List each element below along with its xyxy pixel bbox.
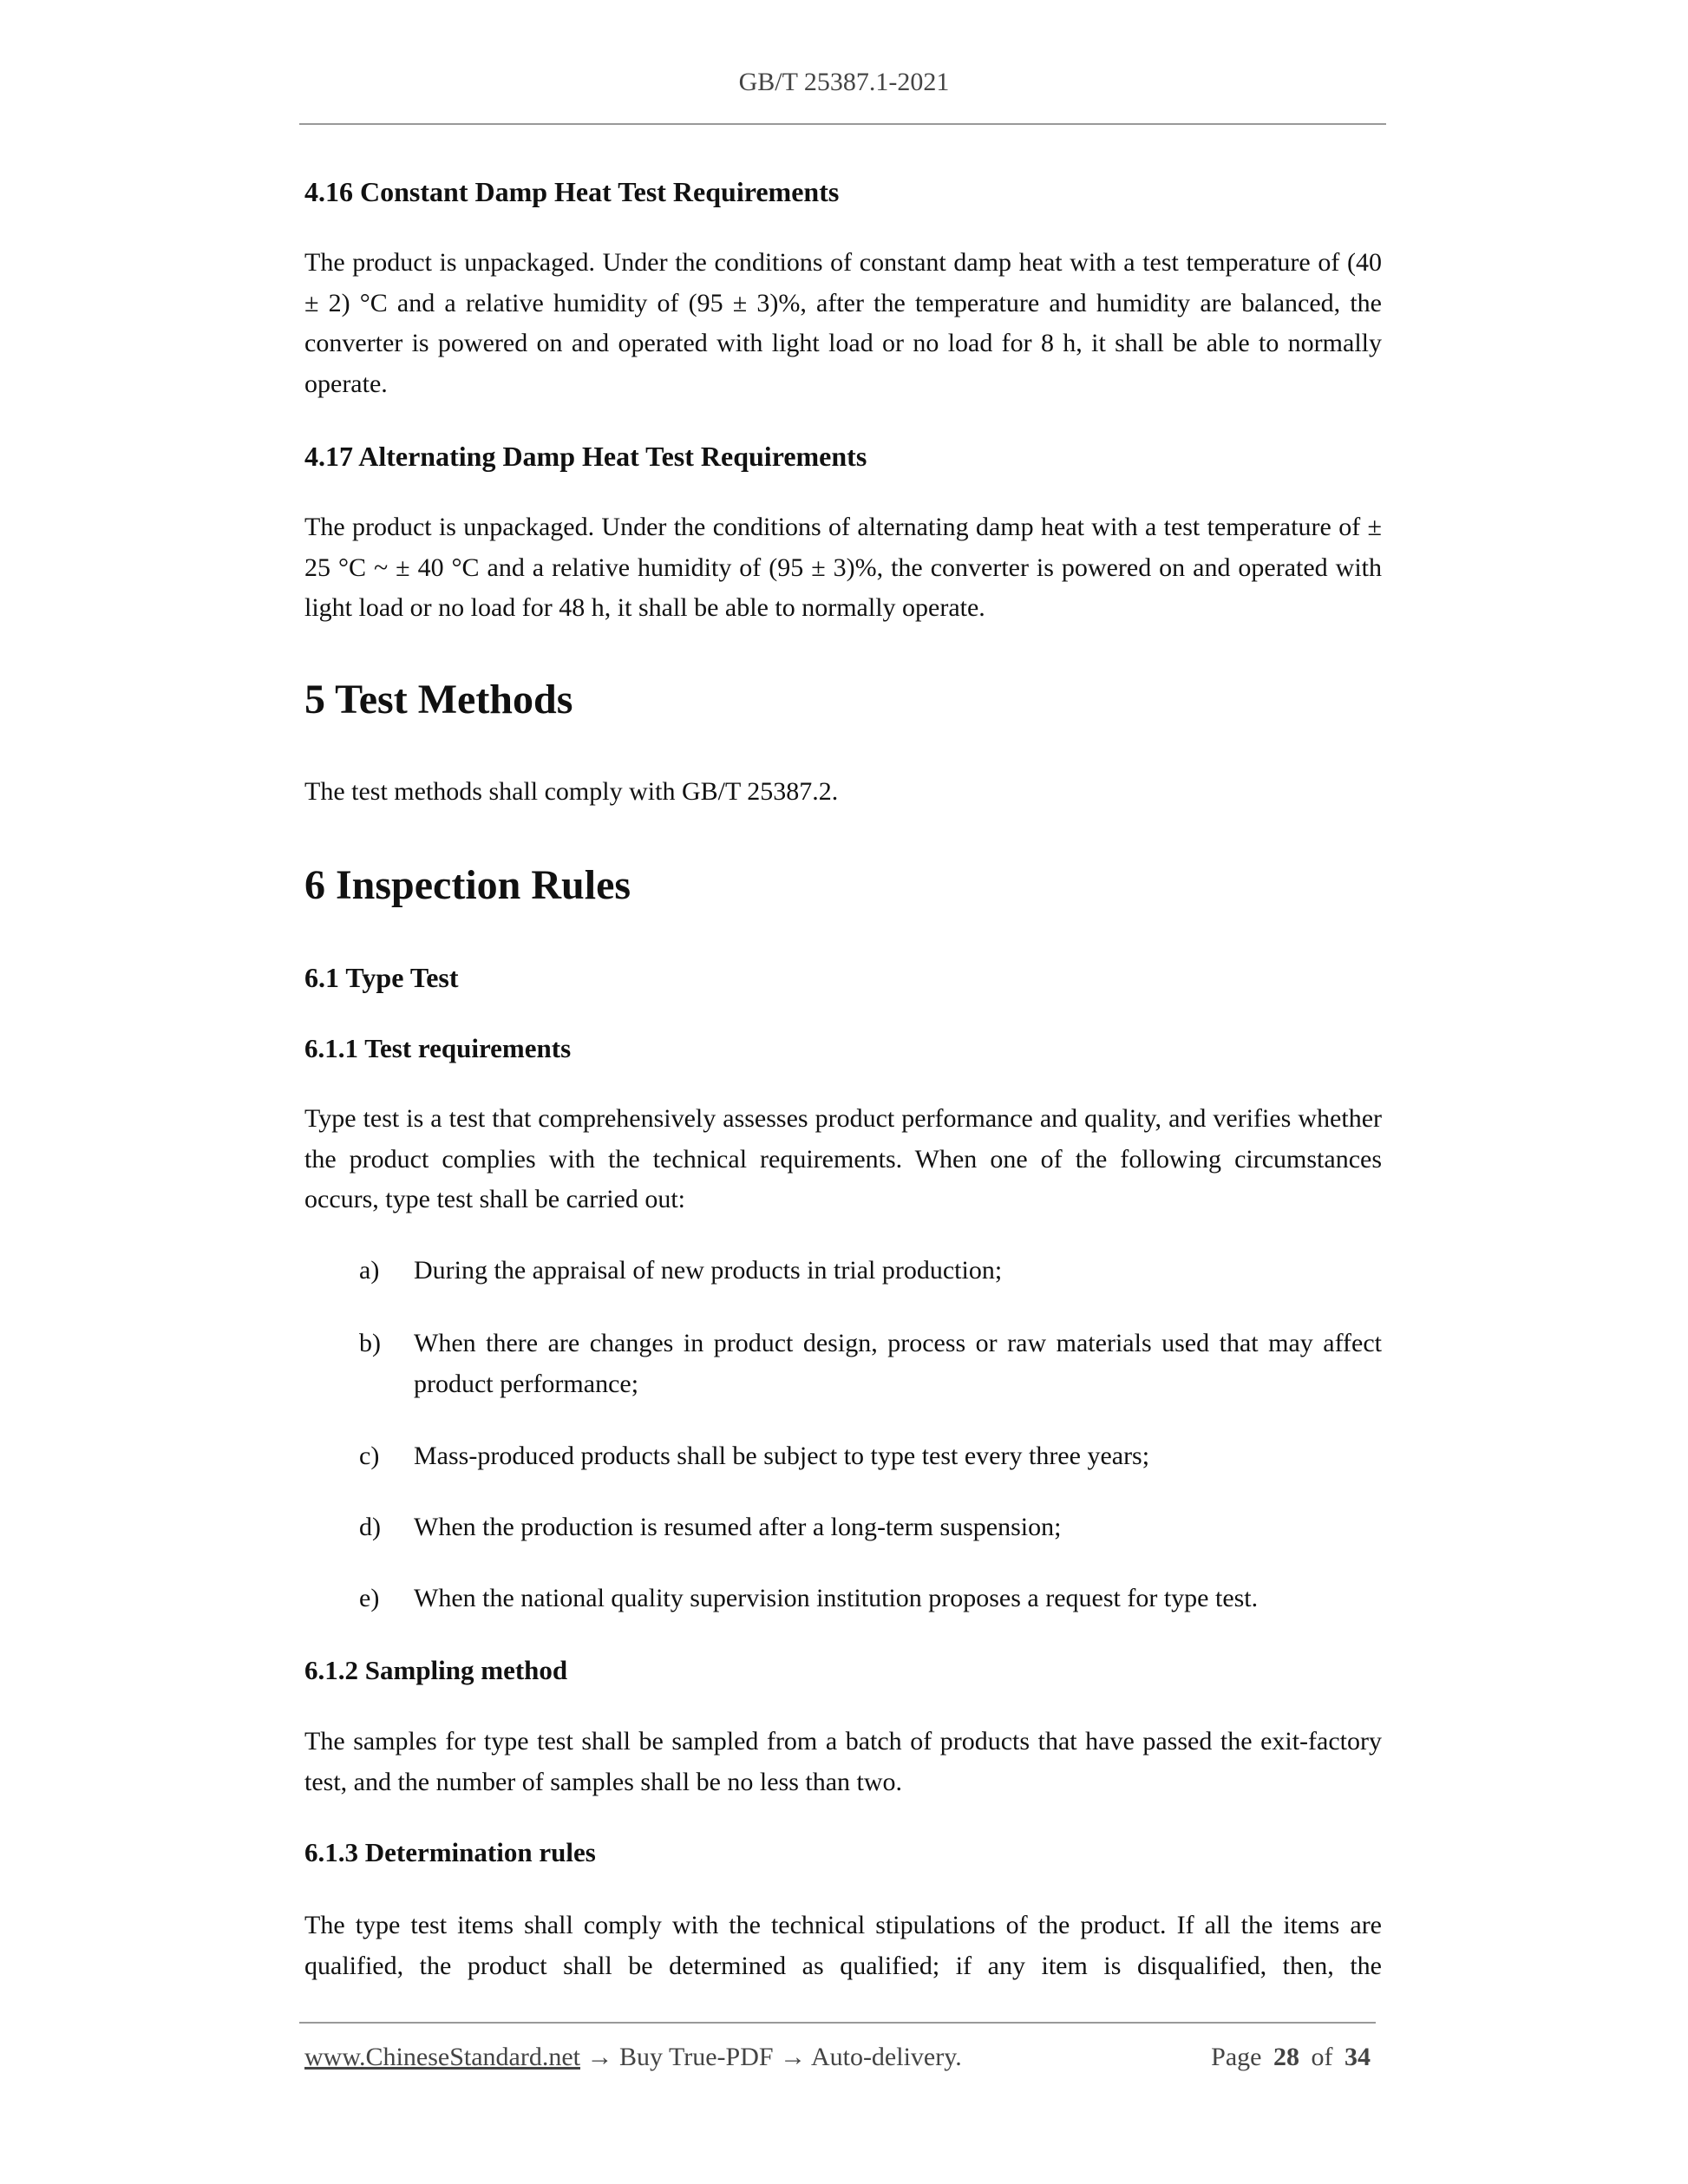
running-header: GB/T 25387.1-2021 [738, 68, 950, 96]
heading-6-1-3: 6.1.3 Determination rules [304, 1837, 596, 1867]
page-number [1211, 2043, 1371, 2072]
list-text: When the national quality supervision institution proposes a request for type test. [414, 1584, 1259, 1612]
footer-promo [304, 2043, 962, 2072]
buy-pdf-text: Buy True-PDF [619, 2043, 774, 2071]
of-label: of [1311, 2043, 1333, 2071]
list-text: Mass-produced products shall be subject to type test every three years; [414, 1442, 1150, 1470]
list-item [304, 1579, 1382, 1619]
header-divider [299, 123, 1386, 125]
list-marker: b) [359, 1329, 381, 1357]
list-marker: c) [359, 1442, 380, 1470]
heading-4-17: 4.17 Alternating Damp Heat Test Requirements [304, 441, 867, 472]
list-item [304, 1507, 1382, 1548]
heading-6: 6 Inspection Rules [304, 862, 631, 908]
paragraph-4-17: The product is unpackaged. Under the conditions of alternating damp heat with a test temperature of ± 25 °C ~ ± 40 °C and a relative humidity of (95 ± 3)%, the converter is powered on and operated with light load or no load for 48 h, it shall be able to normally operate. [304, 513, 1382, 622]
footer-divider [299, 2022, 1376, 2024]
paragraph-5: The test methods shall comply with GB/T 25387.2. [304, 777, 839, 806]
list-text: During the appraisal of new products in trial production; [414, 1256, 1003, 1285]
total-pages: 34 [1345, 2043, 1371, 2071]
auto-delivery-text: Auto-delivery. [810, 2043, 962, 2071]
paragraph-4-16: The product is unpackaged. Under the conditions of constant damp heat with a test temperature of (40 ± 2) °C and a relative humidity of (95 ± 3)%, after the temperature and humidity are balanced, the converter is powered on and operated with light load or no load for 8 h, it shall be able to normally operate. [304, 248, 1382, 398]
paragraph-6-1-3: The type test items shall comply with the technical stipulations of the product. If all the items are qualified, the product shall be determined as qualified; if any item is disqualified, then, the [304, 1911, 1382, 1980]
paragraph-6-1-2: The samples for type test shall be sampled from a batch of products that have passed the exit-factory test, and the number of samples shall be no less than two. [304, 1727, 1382, 1796]
list-item [304, 1251, 1382, 1291]
list-text: When there are changes in product design, process or raw materials used that may affect product performance; [414, 1329, 1382, 1398]
heading-6-1-1: 6.1.1 Test requirements [304, 1033, 572, 1063]
list-text: When the production is resumed after a long-term suspension; [414, 1513, 1062, 1541]
list-marker: a) [359, 1256, 380, 1285]
arrow-right-icon: → [780, 2043, 807, 2071]
list-item [304, 1324, 1382, 1404]
arrow-right-icon: → [586, 2043, 613, 2071]
heading-6-1: 6.1 Type Test [304, 962, 459, 993]
list-item [304, 1436, 1382, 1477]
heading-4-16: 4.16 Constant Damp Heat Test Requirements [304, 176, 840, 207]
website-link[interactable]: www.ChineseStandard.net [304, 2043, 580, 2071]
page-label: Page [1211, 2043, 1262, 2071]
heading-5: 5 Test Methods [304, 677, 573, 723]
current-page: 28 [1273, 2043, 1299, 2071]
list-marker: e) [359, 1584, 380, 1612]
heading-6-1-2: 6.1.2 Sampling method [304, 1655, 568, 1685]
list-marker: d) [359, 1513, 381, 1541]
paragraph-6-1-1: Type test is a test that comprehensively assesses product performance and quality, and verifies whether the product complies with the technical requirements. When one of the following circumstances occurs, type test shall be carried out: [304, 1104, 1382, 1213]
